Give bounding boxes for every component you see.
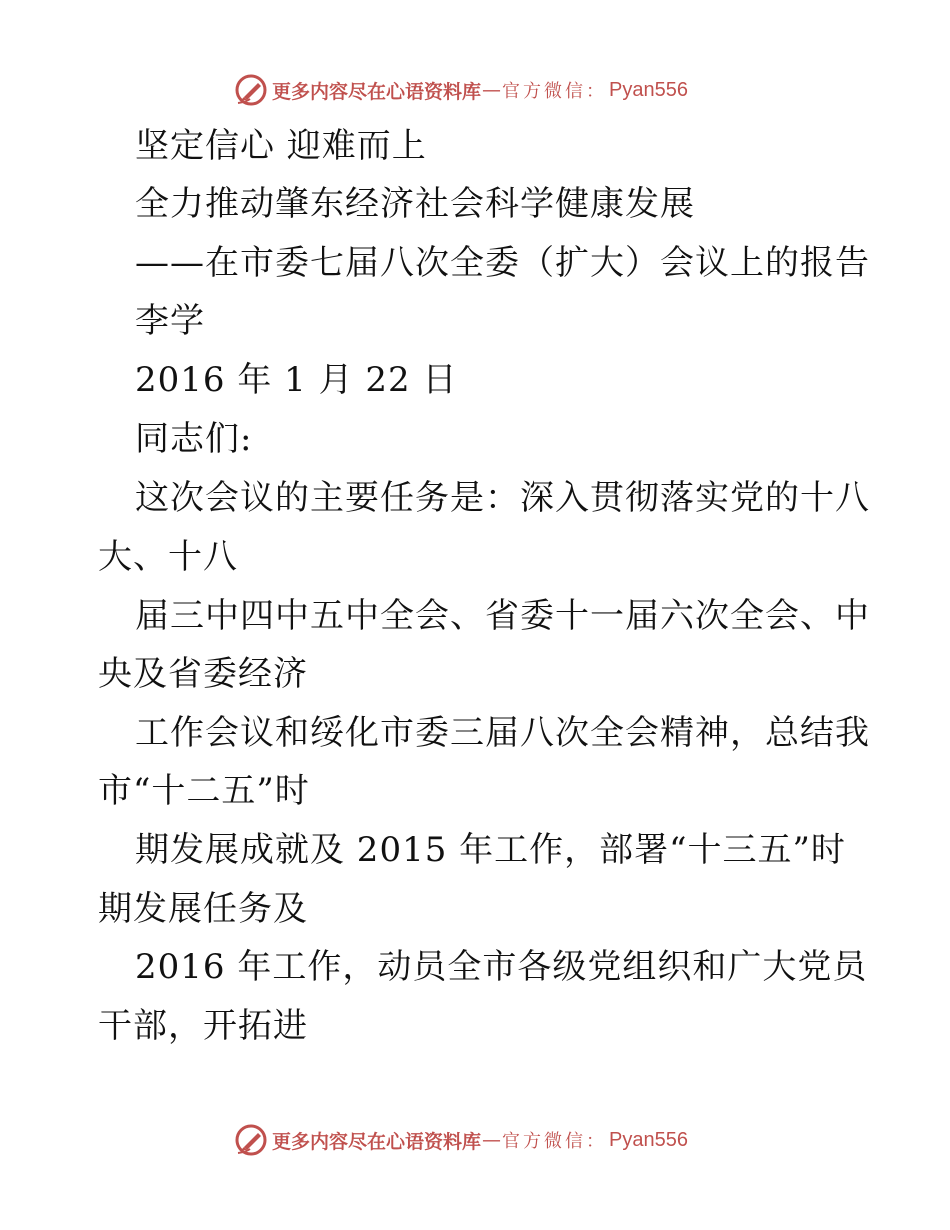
pen-logo-icon [234, 73, 268, 107]
watermark-main-text: 更多内容尽在心语资料库 [272, 1130, 482, 1153]
watermark-wechat-id: Pyan556 [609, 78, 688, 101]
doc-body-line: 期发展任务及 [98, 889, 308, 929]
doc-body-line: 大、十八 [98, 537, 238, 577]
doc-body-line: 央及省委经济 [98, 654, 308, 694]
doc-author: 李学 [135, 301, 205, 341]
watermark-header [234, 72, 688, 108]
watermark-official-label: 官方微信： [502, 1131, 608, 1152]
doc-body-line: 干部，开拓进 [98, 1006, 308, 1046]
doc-body-line: 2016 年工作，动员全市各级党组织和广大党员 [135, 947, 868, 987]
doc-title-line-2: 全力推动肇东经济社会科学健康发展 [135, 184, 695, 224]
doc-body-line: 期发展成就及 2015 年工作，部署“十三五”时 [135, 830, 846, 870]
watermark-main-text: 更多内容尽在心语资料库 [272, 80, 482, 103]
watermark-official-label: 官方微信： [502, 81, 608, 102]
watermark-dash: — [482, 1129, 502, 1151]
doc-body-line: 届三中四中五中全会、省委十一届六次全会、中 [135, 596, 870, 636]
doc-body-line: 工作会议和绥化市委三届八次全会精神，总结我 [135, 713, 870, 753]
doc-body-line: 这次会议的主要任务是：深入贯彻落实党的十八 [135, 478, 870, 518]
pen-logo-icon [234, 1123, 268, 1157]
doc-title-line-1: 坚定信心 迎难而上 [135, 126, 427, 166]
doc-body-line: 市“十二五”时 [98, 771, 310, 811]
doc-date: 2016 年 1 月 22 日 [135, 360, 458, 400]
doc-salutation: 同志们: [135, 419, 253, 459]
watermark-footer [234, 1122, 688, 1158]
watermark-dash: — [482, 79, 502, 101]
doc-subtitle: ——在市委七届八次全委（扩大）会议上的报告 [135, 243, 870, 283]
watermark-wechat-id: Pyan556 [609, 1128, 688, 1151]
